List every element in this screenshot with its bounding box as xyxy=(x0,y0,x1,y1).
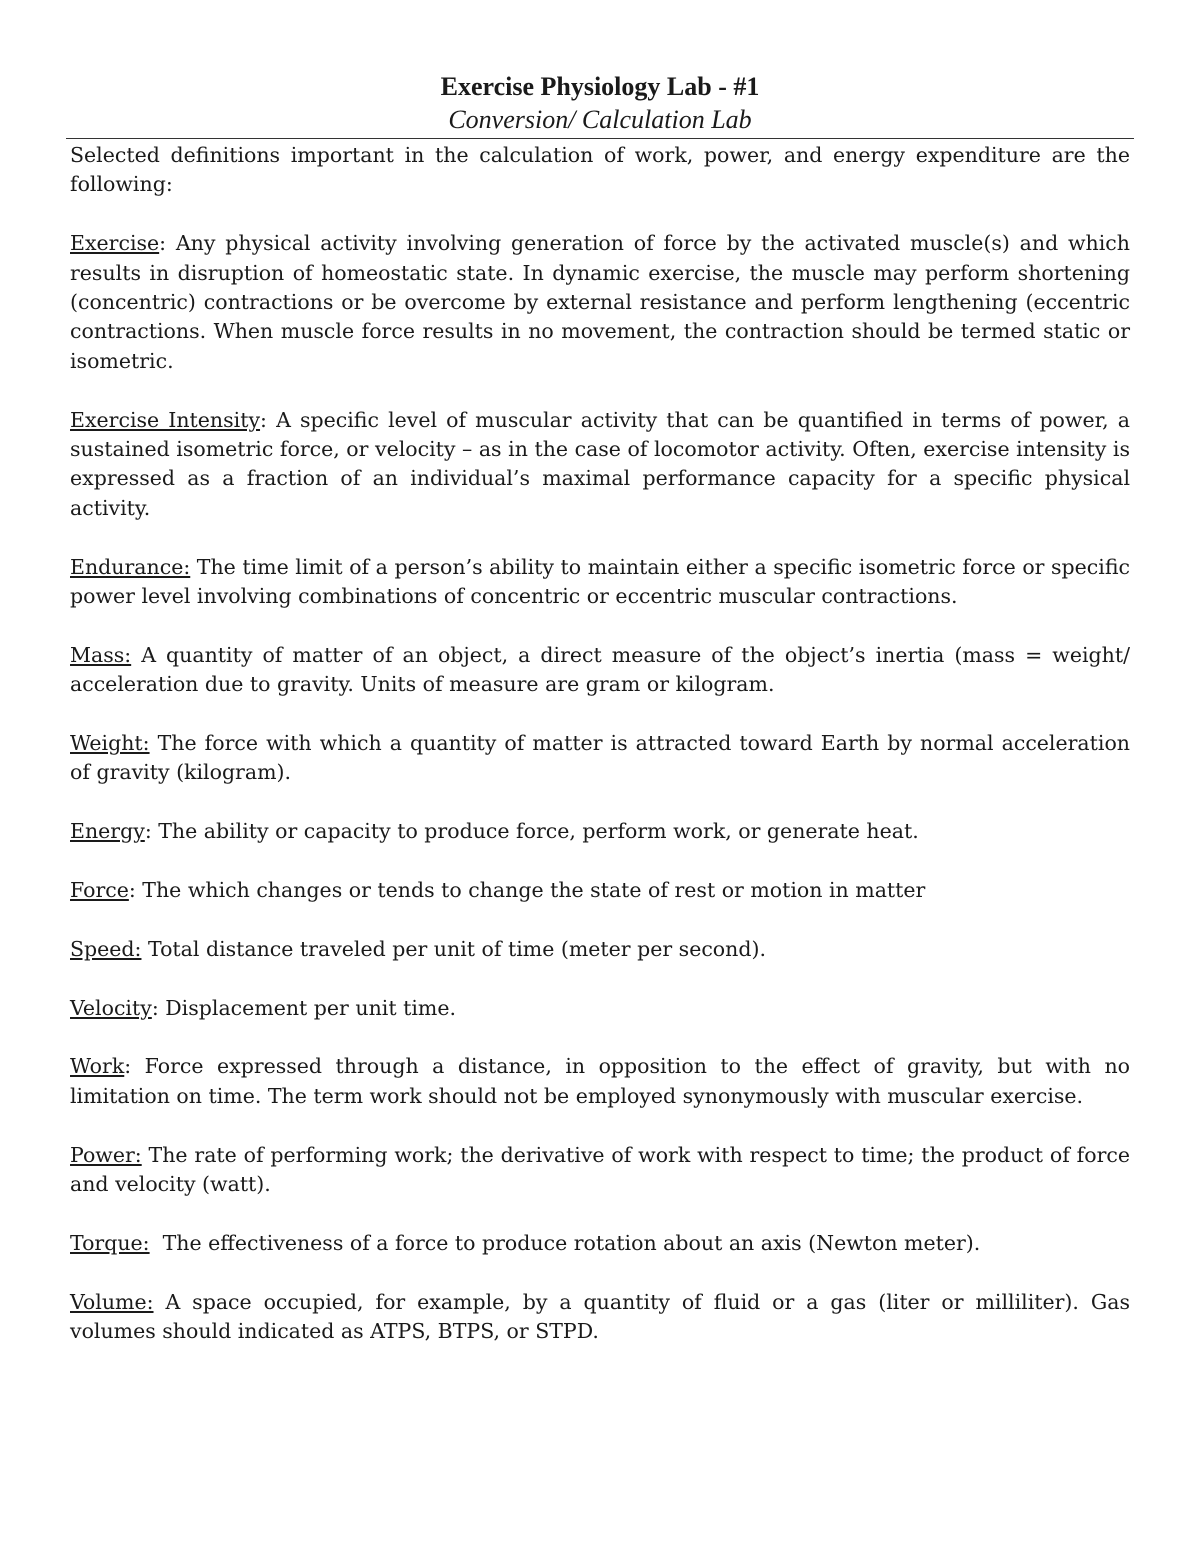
definition-text: Any physical activity involving generation of force by the activated muscle(s) and which results in disruption of homeostatic state. In dynamic exercise, the muscle may perform shortening (concentric) contractions or be overcome by external resistance and perform lengthening (eccentric contractions. When muscle force results in no movement, the contraction should be termed static or isometric. xyxy=(70,231,1130,373)
definition-term: Power: xyxy=(70,1142,142,1167)
definition-mass xyxy=(70,641,1130,700)
definition-endurance xyxy=(70,553,1130,612)
document-title: Exercise Physiology Lab - #1 xyxy=(440,72,760,101)
definition-power xyxy=(70,1141,1130,1200)
definition-separator: : xyxy=(159,231,167,256)
definition-force xyxy=(70,876,1130,905)
document-subtitle: Conversion/ Calculation Lab xyxy=(448,105,752,134)
definition-text: A specific level of muscular activity that can be quantified in terms of power, a sustained isometric force, or velocity – as in the case of locomotor activity. Often, exercise intensity is expressed as a fraction of an individual’s maximal performance capacity for a specific physical activity. xyxy=(70,407,1130,520)
definition-term: Velocity xyxy=(70,995,152,1020)
definition-separator: : xyxy=(128,878,136,903)
definition-text: Displacement per unit time. xyxy=(158,995,456,1020)
definition-separator: : xyxy=(151,995,159,1020)
document-body xyxy=(70,141,1130,1376)
definition-text: A quantity of matter of an object, a direct measure of the object’s inertia (mass = weight/ acceleration due to gravity. Units of measure are gram or kilogram. xyxy=(70,642,1130,697)
definition-term: Weight: xyxy=(70,731,150,756)
definition-term: Exercise xyxy=(70,231,160,256)
header-divider xyxy=(66,138,1134,139)
definition-speed xyxy=(70,935,1130,964)
definition-separator: : xyxy=(144,819,152,844)
definition-exercise xyxy=(70,229,1130,376)
definition-term: Endurance: xyxy=(70,554,191,579)
document-header xyxy=(66,70,1134,136)
definition-term: Mass: xyxy=(70,642,132,667)
definition-text: The ability or capacity to produce force, perform work, or generate heat. xyxy=(151,819,919,844)
definition-text: The time limit of a person’s ability to maintain either a specific isometric force or specific power level involving combinations of concentric or eccentric muscular contractions. xyxy=(70,554,1130,609)
definition-term: Volume: xyxy=(70,1289,154,1314)
definition-separator: : xyxy=(124,1054,132,1079)
definition-term: Exercise Intensity xyxy=(70,407,261,432)
intro-paragraph: Selected definitions important in the calculation of work, power, and energy expenditure are the following: xyxy=(70,143,1130,197)
definition-text: A space occupied, for example, by a quantity of fluid or a gas (liter or milliliter). Gas volumes should indicated as ATPS, BTPS, or STPD. xyxy=(70,1289,1130,1344)
definition-text: The force with which a quantity of matter is attracted toward Earth by normal acceleration of gravity (kilogram). xyxy=(70,731,1130,785)
definition-velocity xyxy=(70,994,1130,1023)
definition-term: Work xyxy=(70,1054,125,1079)
definition-weight xyxy=(70,729,1130,788)
definition-text: Force expressed through a distance, in opposition to the effect of gravity, but with no limitation on time. The term work should not be employed synonymously with muscular exercise. xyxy=(70,1054,1130,1108)
definition-term: Energy xyxy=(70,819,145,844)
definition-work xyxy=(70,1052,1130,1111)
definition-term: Force xyxy=(70,878,129,903)
definition-torque xyxy=(70,1229,1130,1258)
definition-text: The effectiveness of a force to produce rotation about an axis (Newton meter). xyxy=(149,1230,981,1255)
definition-separator: : xyxy=(260,407,267,432)
definition-text: The which changes or tends to change the state of rest or motion in matter xyxy=(135,878,926,903)
definition-term: Speed: xyxy=(70,936,142,961)
definition-exercise-intensity xyxy=(70,406,1130,524)
definition-term: Torque: xyxy=(70,1230,150,1255)
definition-volume xyxy=(70,1288,1130,1347)
definition-text: Total distance traveled per unit of time (meter per second). xyxy=(141,936,766,961)
definition-energy xyxy=(70,817,1130,846)
definition-text: The rate of performing work; the derivative of work with respect to time; the product of force and velocity (watt). xyxy=(70,1142,1130,1197)
